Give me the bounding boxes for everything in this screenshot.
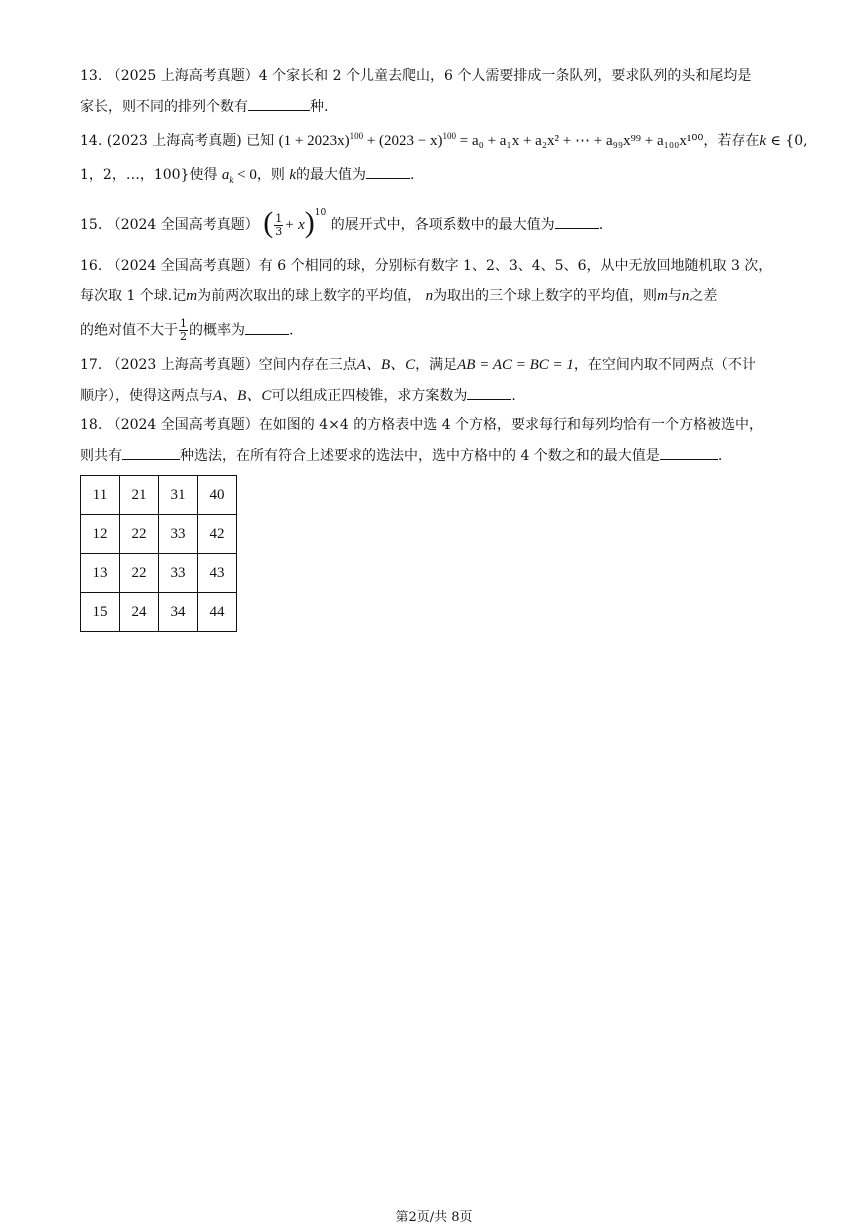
q15-exp: 10 bbox=[314, 208, 327, 219]
q16-half-num: 1 bbox=[180, 317, 187, 330]
q17-answer-blank[interactable] bbox=[467, 385, 511, 400]
q16-m: m bbox=[186, 288, 198, 304]
q16-half-den: 2 bbox=[180, 330, 187, 343]
q14-formula bbox=[279, 133, 704, 149]
q14-mid: ，若存在 bbox=[703, 133, 760, 149]
grid-cell: 43 bbox=[198, 554, 237, 593]
grid-cell: 15 bbox=[81, 593, 120, 632]
q15-prefix: 15. （2024 全国高考真题） bbox=[80, 217, 259, 233]
q17-text-a: 17. （2023 上海高考真题）空间内存在三点 bbox=[80, 357, 357, 373]
q14-exp-b: 100 bbox=[442, 131, 456, 141]
q18-answer-blank-2[interactable] bbox=[660, 445, 718, 460]
q14-cond-sub: k bbox=[229, 175, 234, 185]
grid-cell: 31 bbox=[159, 476, 198, 515]
q18-text-b: 种选法，在所有符合上述要求的选法中，选中方格中的 4 个数之和的最大值是 bbox=[180, 448, 660, 464]
q15-frac-den: 3 bbox=[275, 224, 283, 238]
q16-n: n bbox=[425, 288, 434, 304]
grid-cell: 33 bbox=[159, 515, 198, 554]
q18-text-a: 则共有 bbox=[80, 448, 122, 464]
q16-text-b: 为前两次取出的球上数字的平均值， bbox=[197, 288, 422, 304]
q17-text-c: ，在空间内取不同两点（不计 bbox=[573, 357, 756, 373]
q13-text-a: 家长，则不同的排列个数有 bbox=[80, 99, 248, 115]
q14-line1 bbox=[80, 131, 808, 151]
q18-answer-blank-1[interactable] bbox=[122, 445, 180, 460]
q15-suffix: 的展开式中，各项系数中的最大值为 bbox=[330, 217, 555, 233]
q16-line3 bbox=[80, 318, 790, 342]
q14-line2 bbox=[80, 164, 790, 184]
q16-text-a: 每次取 1 个球.记 bbox=[80, 288, 187, 304]
q14-term-a: (1 + 2023x) bbox=[278, 133, 350, 149]
grid-cell: 24 bbox=[120, 593, 159, 632]
q14-condition bbox=[222, 167, 234, 183]
q14-answer-blank[interactable] bbox=[366, 164, 410, 179]
grid-cell: 40 bbox=[198, 476, 237, 515]
q17-end: . bbox=[511, 388, 516, 404]
q16-text-e: 之差 bbox=[689, 288, 718, 304]
q15-plus-x: + x bbox=[284, 217, 305, 233]
q16-text-f: 的绝对值不大于 bbox=[80, 322, 178, 339]
grid-cell: 11 bbox=[81, 476, 120, 515]
q15-end: . bbox=[598, 217, 604, 233]
q14-text-c: 的最大值为 bbox=[296, 167, 366, 183]
q16-answer-blank[interactable] bbox=[245, 320, 289, 335]
q16-text-d: 与 bbox=[667, 288, 682, 304]
q17-points-2: A、B、C bbox=[213, 388, 272, 404]
q17-line1 bbox=[80, 355, 790, 375]
q16-half bbox=[179, 318, 188, 343]
grid-row bbox=[81, 554, 237, 593]
q13-text-b: 种. bbox=[310, 99, 329, 115]
grid-cell: 42 bbox=[198, 515, 237, 554]
q14-exp-a: 100 bbox=[349, 131, 364, 141]
q17-text-e: 可以组成正四棱锥，求方案数为 bbox=[271, 388, 468, 404]
q16-n-2: n bbox=[681, 288, 690, 304]
q14-plus: + bbox=[363, 133, 380, 149]
grid-row bbox=[81, 476, 237, 515]
grid-cell: 34 bbox=[159, 593, 198, 632]
q13-answer-blank[interactable] bbox=[248, 96, 310, 111]
grid-cell: 22 bbox=[120, 515, 159, 554]
q17-points: A、B、C bbox=[356, 357, 416, 373]
q18-line1: 18. （2024 全国高考真题）在如图的 4×4 的方格表中选 4 个方格，要求每行和每列均恰有一个方格被选中， bbox=[80, 417, 764, 433]
q15-paren-open: ( bbox=[263, 206, 274, 239]
grid-cell: 13 bbox=[81, 554, 120, 593]
q14-set-rest: 1，2，…，100}使得 bbox=[80, 167, 218, 183]
q15-paren-close: ) bbox=[304, 206, 315, 239]
q16-text-g: 的概率为 bbox=[189, 322, 245, 339]
number-grid-table bbox=[80, 475, 237, 632]
q17-text-d: 顺序），使得这两点与 bbox=[80, 388, 213, 404]
grid-cell: 33 bbox=[159, 554, 198, 593]
q14-cond-rest: < 0 bbox=[233, 167, 257, 183]
q14-k-2: k bbox=[289, 167, 296, 183]
q15-answer-blank[interactable] bbox=[555, 214, 599, 229]
q15-frac-num: 1 bbox=[275, 211, 283, 225]
q15-line bbox=[80, 206, 790, 239]
grid-row bbox=[81, 515, 237, 554]
q14-term-b: (2023 − x) bbox=[379, 133, 443, 149]
q14-cond-a: a bbox=[221, 167, 230, 183]
q14-prefix: 14. (2023 上海高考真题) 已知 bbox=[80, 133, 275, 149]
q17-text-b: ，满足 bbox=[415, 357, 458, 373]
q16-line2 bbox=[80, 286, 790, 306]
q18-end: . bbox=[717, 448, 723, 464]
grid-cell: 22 bbox=[120, 554, 159, 593]
q14-k: k bbox=[759, 133, 767, 149]
q17-equation: AB = AC = BC = 1 bbox=[457, 357, 574, 373]
q13-line1: 13. （2025 上海高考真题）4 个家长和 2 个儿童去爬山，6 个人需要排成一条队列，要求队列的头和尾均是 bbox=[80, 68, 752, 84]
q16-line1: 16. （2024 全国高考真题）有 6 个相同的球，分别标有数字 1、2、3、4、5、6，从中无放回地随机取 3 次， bbox=[80, 258, 773, 274]
q14-rhs: = a₀ + a₁x + a₂x² + ⋯ + a₉₉x⁹⁹ + a₁₀₀x¹⁰⁰ bbox=[456, 133, 704, 149]
q14-set-open: ∈ {0, bbox=[766, 133, 808, 149]
grid-cell: 44 bbox=[198, 593, 237, 632]
q14-end: . bbox=[410, 167, 415, 183]
grid-cell: 12 bbox=[81, 515, 120, 554]
q15-fraction bbox=[274, 213, 283, 238]
q13-line2 bbox=[80, 96, 790, 116]
q18-line2 bbox=[80, 445, 790, 465]
grid-row bbox=[81, 593, 237, 632]
grid-cell: 21 bbox=[120, 476, 159, 515]
q16-end: . bbox=[289, 322, 294, 339]
q16-text-c: 为取出的三个球上数字的平均值，则 bbox=[433, 288, 658, 304]
q16-m-2: m bbox=[657, 288, 668, 304]
q14-text-b: ，则 bbox=[256, 167, 285, 183]
q17-line2 bbox=[80, 385, 790, 405]
page-number-footer: 第2页/共 8页 bbox=[395, 1210, 473, 1225]
